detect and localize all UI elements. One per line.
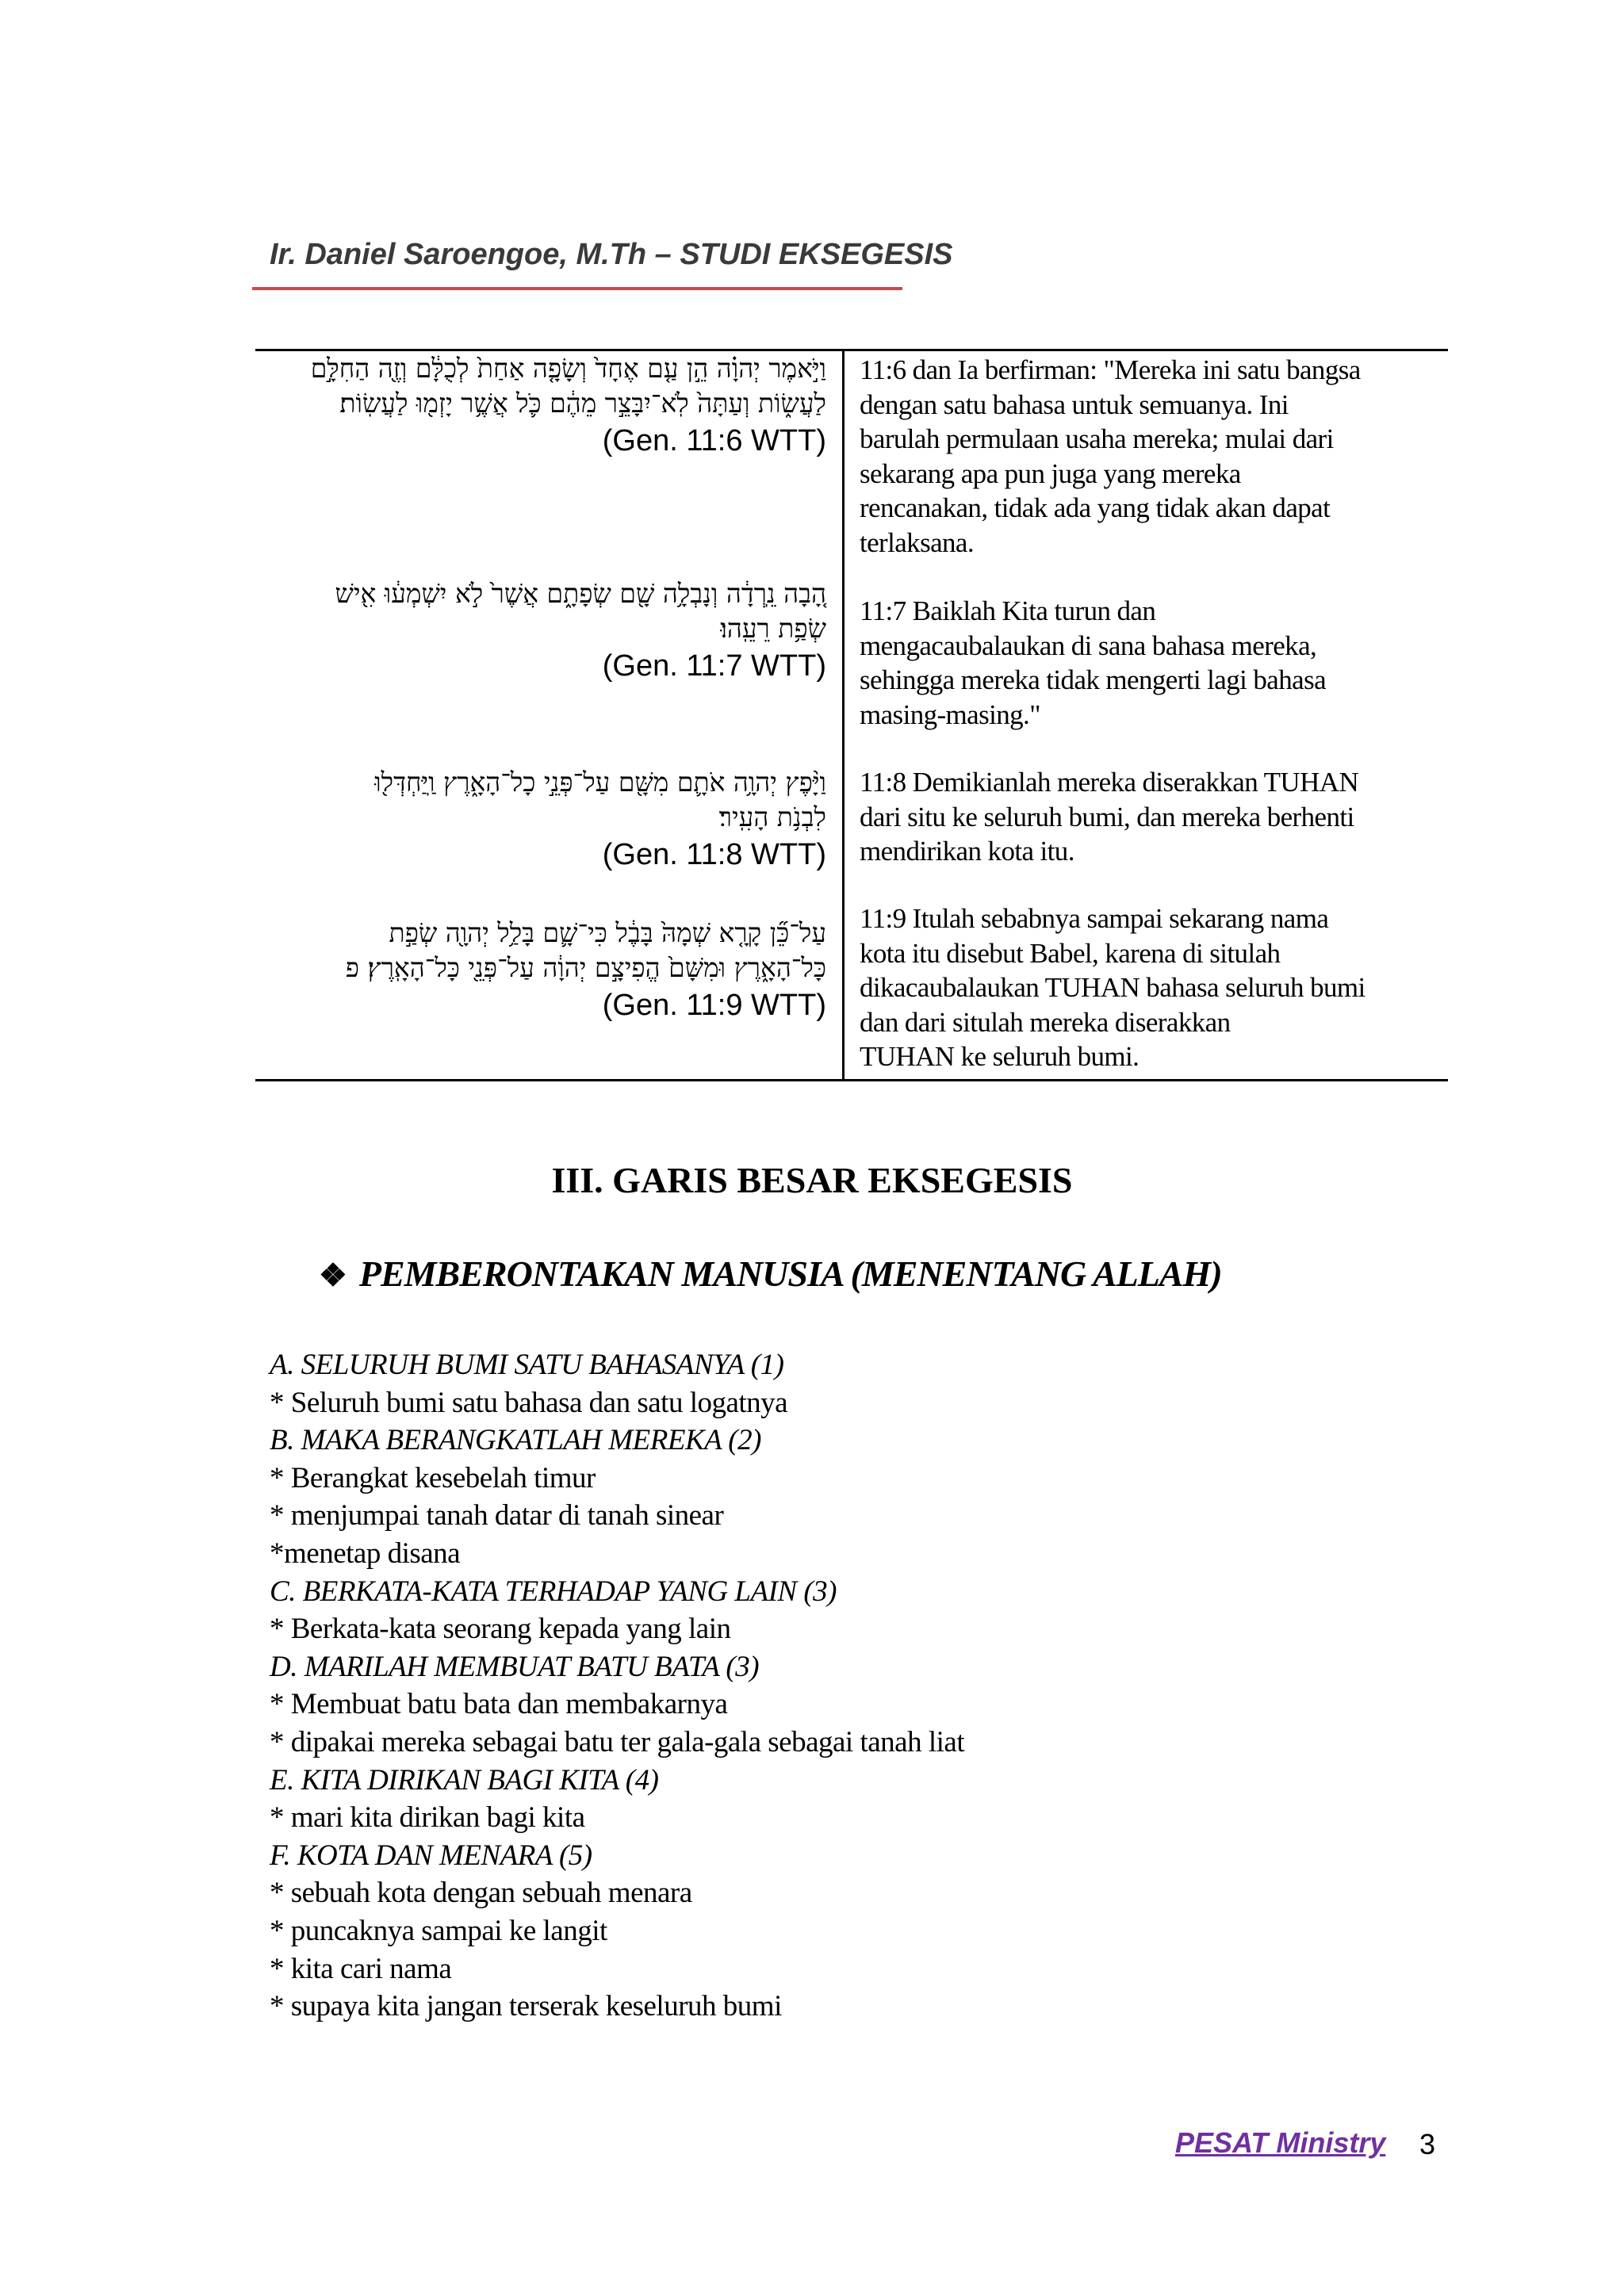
outline-point: *menetap disana [270,1536,461,1570]
hebrew-line: וַיֹּ֣אמֶר יְהוָ֗ה הֵ֣ן עַ֤ם אֶחָד֙ וְשָׂפָ֤ה אַחַת֙ לְכֻלָּ֔ם וְזֶ֖ה הַחִלָּ֣ם [310,353,826,384]
subsection-heading [319,1253,1222,1295]
hebrew-verse-11-7 [255,576,826,686]
column-divider [842,351,845,1079]
outline-point: * Seluruh bumi satu bahasa dan satu logatnya [270,1386,788,1419]
hebrew-verse-11-8 [255,765,826,874]
outline-heading: A. SELURUH BUMI SATU BAHASANYA (1) [270,1349,784,1381]
diamond-bullet-icon: ❖ [319,1257,347,1293]
translation-line: dari situ ke seluruh bumi, dan mereka berhenti [860,801,1354,832]
indonesian-verse-11-6 [860,353,1446,560]
outline-heading: E. KITA DIRIKAN BAGI KITA (4) [270,1763,659,1797]
translation-line: barulah permulaan usaha mereka; mulai dari [860,423,1334,454]
indonesian-verse-11-7 [860,594,1446,732]
outline-heading: B. MAKA BERANGKATLAH MEREKA (2) [270,1424,761,1457]
outline-point: * kita cari nama [270,1952,452,1985]
verse-reference: (Gen. 11:7 WTT) [602,649,826,683]
hebrew-verse-11-6 [255,351,826,461]
outline-heading: C. BERKATA-KATA TERHADAP YANG LAIN (3) [270,1575,837,1608]
hebrew-line: כָּל־הָאָ֑רֶץ וּמִשָּׁם֙ הֱפִיצָ֣ם יְהוָ֔ה עַל־פְּנֵ֖י כָּל־הָאָֽרֶץ׃ פ [345,952,826,983]
hebrew-line: עַל־כֵּ֞ן קָרָ֤א שְׁמָהּ֙ בָּבֶ֔ל כִּי־שָׁ֛ם בָּלַ֥ל יְהוָ֖ה שְׂפַ֣ת [389,917,826,948]
translation-line: mengacaubalaukan di sana bahasa mereka, [860,629,1317,661]
translation-line: masing-masing." [860,698,1040,730]
exegesis-outline [270,1346,1459,2026]
outline-point: * Berkata-kata seorang kepada yang lain [270,1613,731,1646]
outline-point: * Berangkat kesebelah timur [270,1461,596,1494]
outline-heading: D. MARILAH MEMBUAT BATU BATA (3) [270,1650,760,1683]
translation-line: sehingga mereka tidak mengerti lagi bahasa [860,664,1327,695]
translation-line: 11:8 Demikianlah mereka diserakkan TUHAN [860,767,1359,798]
outline-point: * puncaknya sampai ke langit [270,1914,607,1947]
verse-table [255,349,1448,1081]
verse-reference: (Gen. 11:8 WTT) [602,838,826,871]
translation-line: rencanakan, tidak ada yang tidak akan dapat [860,492,1331,523]
indonesian-verse-11-9 [860,901,1446,1074]
hebrew-verse-11-9 [255,916,826,1025]
running-header: Ir. Daniel Saroengoe, M.Th – STUDI EKSEGESIS [270,238,953,271]
outline-point: * menjumpai tanah datar di tanah sinear [270,1499,724,1533]
hebrew-line: הָ֚בָה נֵֽרְדָ֔ה וְנָבְלָ֥ה שָׁ֖ם שְׂפָתָ֑ם אֲשֶׁר֙ לֹ֣א יִשְׁמְע֔וּ אִ֖ישׁ [335,578,826,609]
indonesian-verse-11-8 [860,765,1446,869]
verse-reference: (Gen. 11:9 WTT) [602,989,826,1022]
hebrew-line: לִבְנֹ֥ת הָעִֽיר׃ [718,802,826,832]
outline-heading: F. KOTA DAN MENARA (5) [270,1839,592,1872]
verse-reference: (Gen. 11:6 WTT) [602,424,826,457]
translation-line: dan dari situlah mereka diserakkan [860,1006,1231,1038]
outline-point: * supaya kita jangan terserak keseluruh bumi [270,1990,782,2023]
section-title: III. GARIS BESAR EKSEGESIS [551,1160,1073,1200]
outline-point: * sebuah kota dengan sebuah menara [270,1877,692,1910]
translation-line: 11:9 Itulah sebabnya sampai sekarang nama [860,903,1329,934]
translation-line: sekarang apa pun juga yang mereka [860,457,1241,489]
outline-point: * dipakai mereka sebagai batu ter gala-gala sebagai tanah liat [270,1725,965,1758]
translation-line: TUHAN ke seluruh bumi. [860,1041,1139,1072]
translation-line: 11:6 dan Ia berfirman: "Mereka ini satu bangsa [860,354,1361,385]
hebrew-line: שְׂפַ֥ת רֵעֵֽהוּ׃ [720,613,826,644]
page-number: 3 [1419,2128,1436,2160]
translation-line: 11:7 Baiklah Kita turun dan [860,595,1156,626]
translation-line: dengan satu bahasa untuk semuanya. Ini [860,388,1289,420]
subsection-title: PEMBERONTAKAN MANUSIA (MENENTANG ALLAH) [358,1253,1222,1294]
header-rule [252,287,902,290]
hebrew-line: לַעֲשׂ֑וֹת וְעַתָּה֙ לֹֽא־יִבָּצֵ֣ר מֵהֶ֔ם כֹּ֛ל אֲשֶׁ֥ר יָזְמ֖וּ לַעֲשֽׂוֹת׃ [339,388,826,419]
outline-point: * mari kita dirikan bagi kita [270,1801,585,1835]
hebrew-line: וַיָּ֨פֶץ יְהוָ֥ה אֹתָ֛ם מִשָּׁ֖ם עַל־פְּנֵ֣י כָל־הָאָ֑רֶץ וַֽיַּחְדְּל֖וּ [374,767,826,798]
footer-brand: PESAT Ministry [1175,2126,1386,2159]
translation-line: dikacaubalaukan TUHAN bahasa seluruh bumi [860,972,1365,1003]
translation-line: kota itu disebut Babel, karena di situlah [860,937,1281,969]
translation-line: terlaksana. [860,526,975,558]
translation-line: mendirikan kota itu. [860,836,1074,867]
outline-point: * Membuat batu bata dan membakarnya [270,1688,728,1721]
